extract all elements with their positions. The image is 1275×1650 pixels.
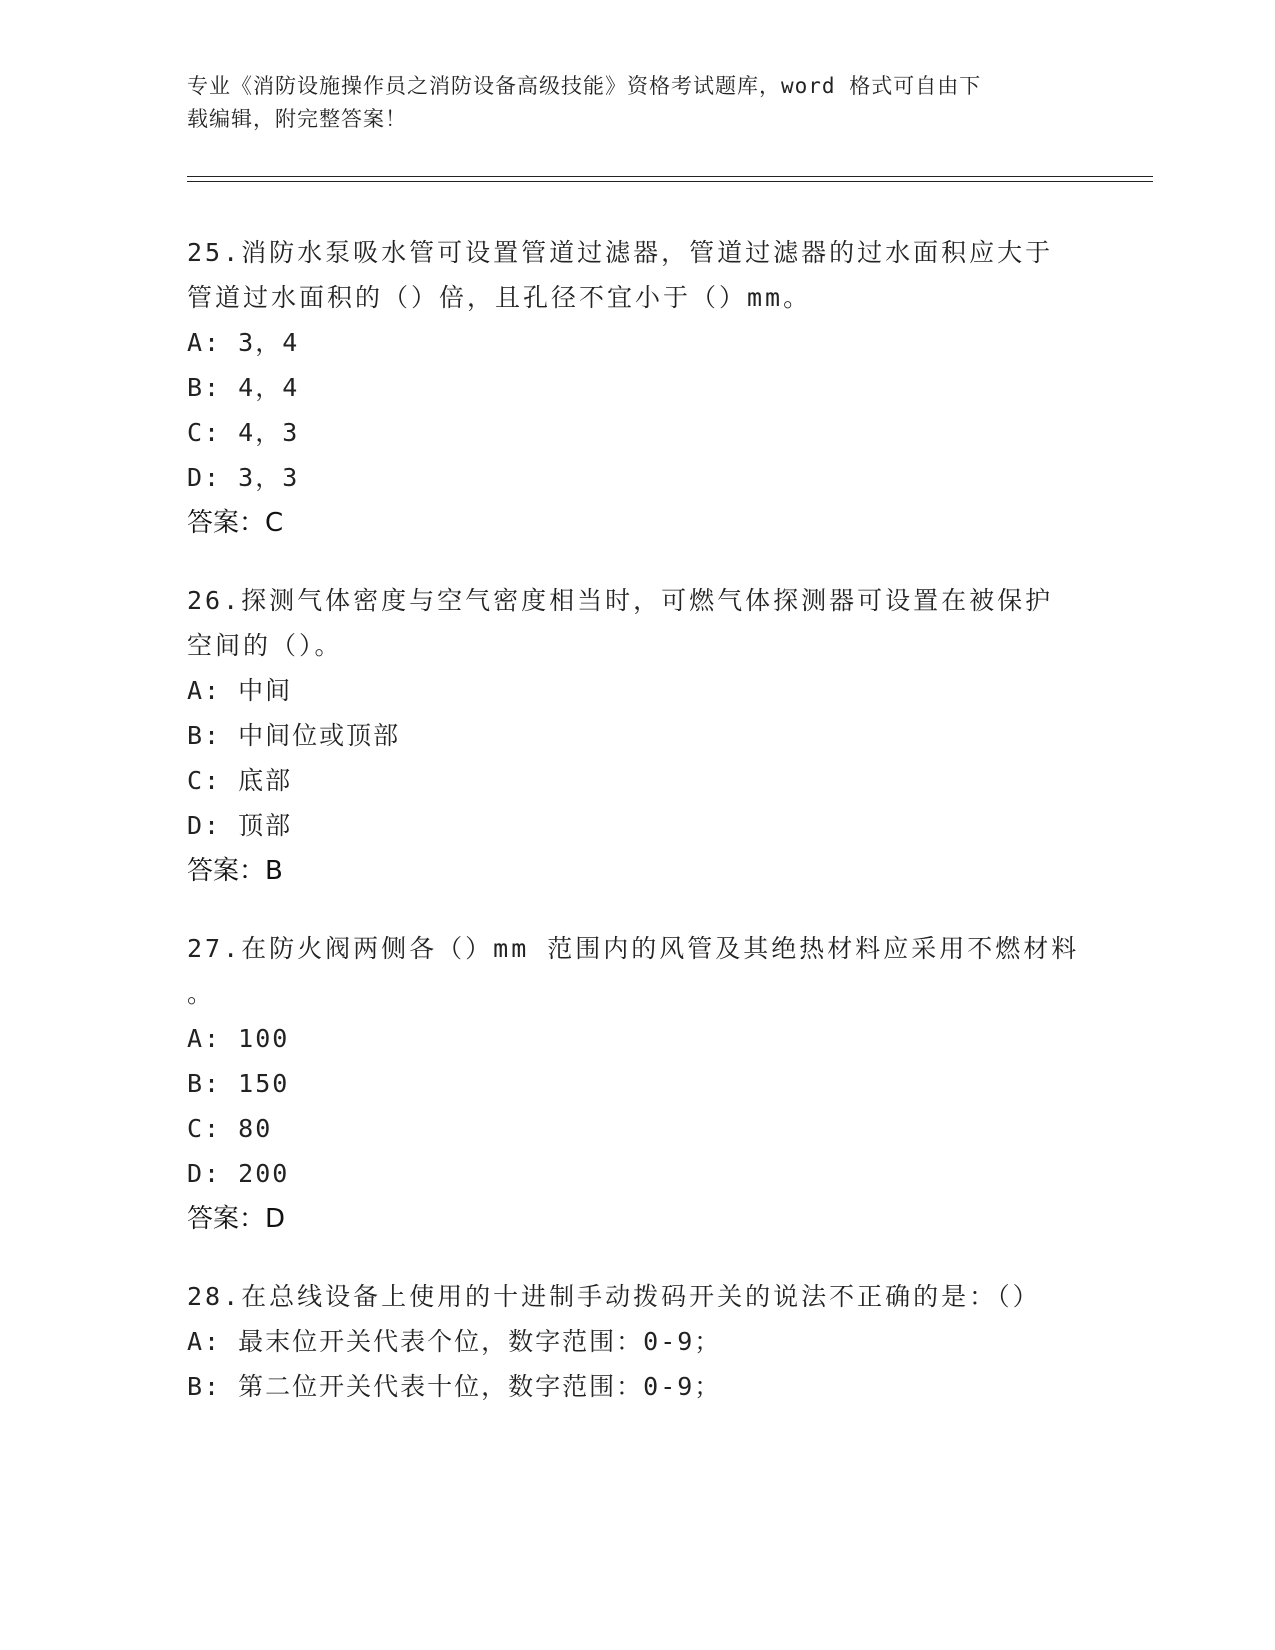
option-b: B: 中间位或顶部: [187, 721, 401, 750]
option-d: D: 顶部: [187, 811, 293, 840]
question-stem-line: 空间的（）。: [187, 631, 343, 660]
header-divider-bottom: [187, 181, 1153, 182]
question-stem-line: 28.在总线设备上使用的十进制手动拨码开关的说法不正确的是：（）: [187, 1282, 1041, 1311]
option-a: A: 最末位开关代表个位，数字范围：0-9；: [187, 1327, 722, 1356]
header-divider-top: [187, 176, 1153, 177]
question-stem-line: 管道过水面积的（）倍，且孔径不宜小于（）mm。: [187, 283, 812, 312]
question-stem-line: 26.探测气体密度与空气密度相当时，可燃气体探测器可设置在被保护: [187, 586, 1054, 615]
option-d: D: 200: [187, 1159, 290, 1188]
option-d: D: 3，3: [187, 463, 300, 492]
answer: 答案：B: [187, 856, 283, 886]
option-b: B: 第二位开关代表十位，数字范围：0-9；: [187, 1372, 722, 1401]
question-stem-line: 。: [187, 979, 216, 1008]
option-a: A: 100: [187, 1024, 290, 1053]
option-c: C: 底部: [187, 766, 293, 795]
question-stem-line: 25.消防水泵吸水管可设置管道过滤器，管道过滤器的过水面积应大于: [187, 238, 1054, 267]
option-a: A: 3，4: [187, 328, 300, 357]
question-list: [187, 230, 1087, 1441]
question-26: [187, 578, 1087, 894]
header-line-2: 载编辑，附完整答案！: [187, 107, 407, 131]
question-25: [187, 230, 1087, 546]
option-b: B: 150: [187, 1069, 290, 1098]
option-c: C: 80: [187, 1114, 273, 1143]
document-header: [187, 70, 1067, 136]
header-line-1: 专业《消防设施操作员之消防设备高级技能》资格考试题库，word 格式可自由下: [187, 74, 982, 98]
answer: 答案：C: [187, 508, 284, 538]
question-27: [187, 926, 1087, 1242]
option-a: A: 中间: [187, 676, 293, 705]
question-stem-line: 27.在防火阀两侧各（）mm 范围内的风管及其绝热材料应采用不燃材料: [187, 934, 1080, 963]
option-c: C: 4，3: [187, 418, 300, 447]
answer: 答案：D: [187, 1204, 286, 1234]
option-b: B: 4，4: [187, 373, 300, 402]
question-28: [187, 1274, 1087, 1409]
